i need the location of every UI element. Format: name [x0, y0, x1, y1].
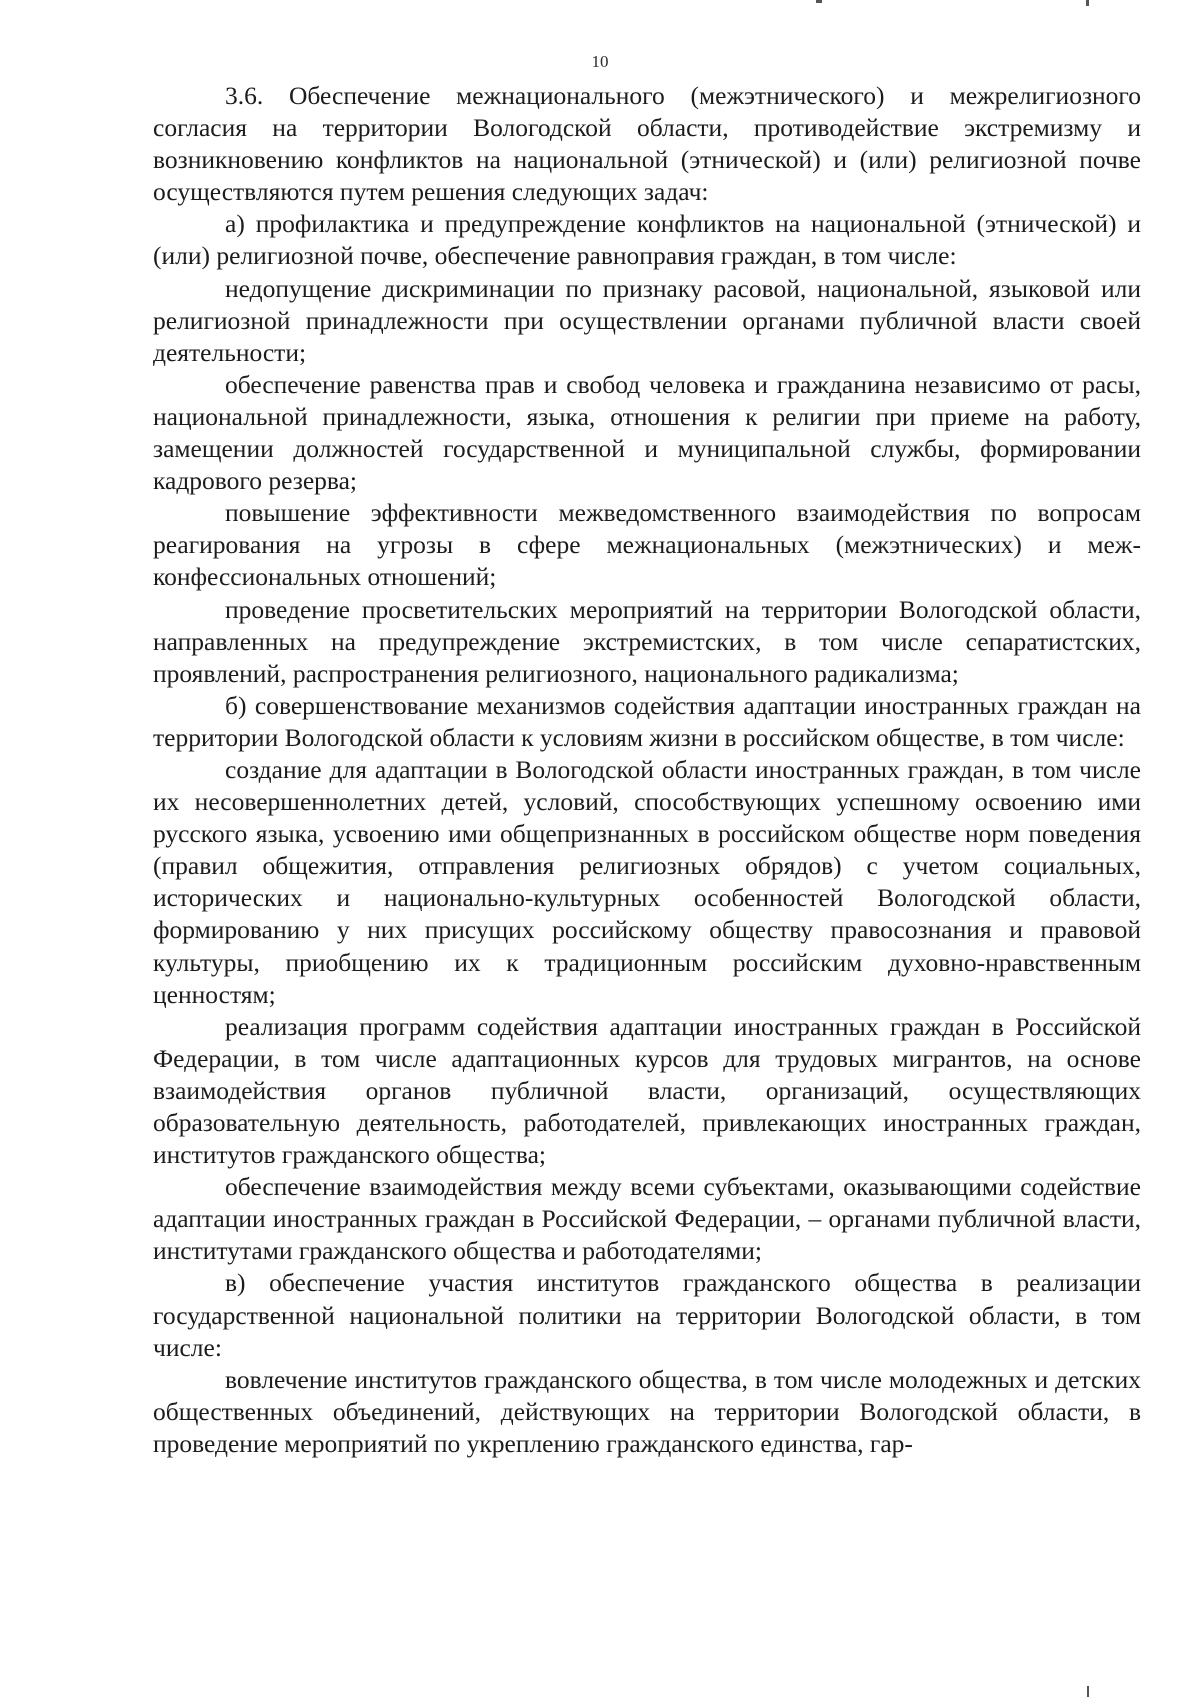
paragraph-item-a: а) профилактика и предупреждение конфликтов на национальной (этнической) и (или) религиозной почве, обеспечение равноправия граждан, в том числе:: [153, 209, 1141, 271]
paragraph: недопущение дискриминации по признаку расовой, национальной, языковой или религиозной принадлежности при осуществлении органами публичной власти своей деятельности;: [153, 273, 1141, 367]
document-body: [153, 80, 1141, 1460]
paragraph: реализация программ содействия адаптации иностранных граждан в Российской Федерации, в том числе адаптационных курсов для трудовых мигрантов, на основе взаимодействия органов публичной власти, организаций, осуществляющих образовательную деятельность, работодателей, привлекающих иностранных граждан, институтов гражданского общества;: [153, 1011, 1141, 1170]
scan-artifact: [816, 0, 822, 3]
paragraph-3-6: 3.6. Обеспечение межнационального (межэтнического) и межрелигиозного согласия на территории Вологодской области, противодействие экстремизму и возникновению конфликтов на национальной (этнической) и (или) религиозной почве осуществляются путем решения следующих задач:: [153, 81, 1141, 207]
page-number: 10: [591, 52, 609, 71]
scan-artifact: [1086, 0, 1089, 6]
paragraph-item-b: б) совершенствование механизмов содействия адаптации иностранных граждан на территории Вологодской области к условиям жизни в российском обществе, в том числе:: [153, 690, 1141, 752]
paragraph-item-v: в) обеспечение участия институтов гражданского общества в реализации государственной национальной политики на территории Вологодской области, в том числе:: [153, 1268, 1141, 1362]
paragraph: вовлечение институтов гражданского общества, в том числе молодежных и детских общественных объединений, действующих на территории Вологодской области, в проведение мероприятий по укреплению гражданского единства, гар-: [153, 1364, 1141, 1458]
scan-artifact: [1087, 1686, 1089, 1697]
paragraph: проведение просветительских мероприятий на территории Вологодской области, направленных на предупреждение экстремистских, в том числе сепаратистских, проявлений, распространения религиозного, национального радикализма;: [153, 594, 1141, 688]
paragraph: обеспечение взаимодействия между всеми субъектами, оказывающими содействие адаптации иностранных граждан в Российской Федерации, – органами публичной власти, институтами гражданского общества и работодателями;: [153, 1172, 1141, 1266]
paragraph: повышение эффективности межведомственного взаимодействия по вопросам реагирования на угрозы в сфере межнациональных (межэтнических) и межконфессиональных отношений;: [153, 498, 1141, 592]
paragraph: создание для адаптации в Вологодской области иностранных граждан, в том числе их несовершеннолетних детей, условий, способствующих успешному освоению ими русского языка, усвоению ими общепризнанных в российском обществе норм поведения (правил общежития, отправления религиозных обрядов) с учетом социальных, исторических и национально-культурных особенностей Вологодской области, формированию у них присущих российскому обществу правосознания и правовой культуры, приобщению их к традиционным российским духовно-нравственным ценностям;: [153, 754, 1141, 1009]
paragraph: обеспечение равенства прав и свобод человека и гражданина независимо от расы, национальной принадлежности, языка, отношения к религии при приеме на работу, замещении должностей государственной и муниципальной службы, формировании кадрового резерва;: [153, 369, 1141, 496]
